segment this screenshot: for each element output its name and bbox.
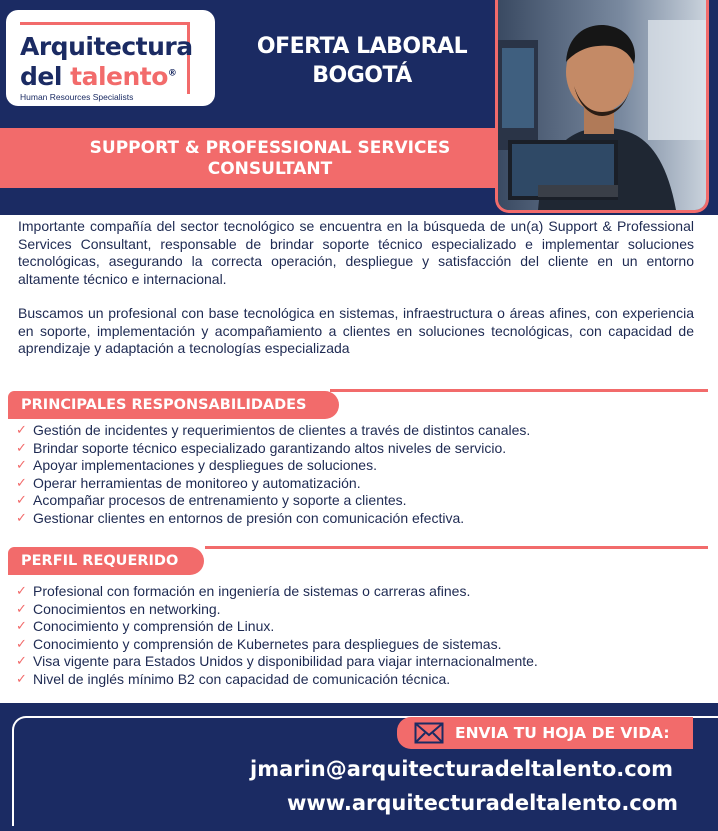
check-icon: ✓: [16, 423, 27, 438]
list-item-text: Profesional con formación en ingeniería de sistemas o carreras afines.: [33, 583, 471, 599]
list-item-text: Brindar soporte técnico especializado garantizando altos niveles de servicio.: [33, 439, 507, 456]
list-item: [16, 583, 696, 601]
offer-title-line1: OFERTA LABORAL: [256, 34, 468, 59]
list-item: [16, 618, 696, 636]
offer-title: [232, 32, 492, 90]
profile-heading: PERFIL REQUERIDO: [8, 547, 204, 575]
list-item-text: Operar herramientas de monitoreo y automatización.: [33, 474, 361, 491]
list-item-text: Conocimiento y comprensión de Kubernetes para despliegues de sistemas.: [33, 635, 502, 652]
consultant-photo: [495, 0, 709, 213]
check-icon: ✓: [16, 619, 27, 634]
list-item: [16, 457, 696, 475]
list-item-text: Visa vigente para Estados Unidos y disponibilidad para viajar internacionalmente.: [33, 653, 538, 669]
website-link[interactable]: www.arquitecturadeltalento.com: [287, 791, 679, 815]
consultant-illustration: [498, 0, 706, 210]
list-item-text: Nivel de inglés mínimo B2 con capacidad de comunicación técnica.: [33, 670, 451, 687]
logo-registered-mark: ®: [167, 68, 177, 79]
check-icon: ✓: [16, 601, 27, 617]
send-cv-label: ENVIA TU HOJA DE VIDA:: [455, 724, 670, 742]
logo-name-del: del: [20, 62, 71, 91]
responsibilities-heading: PRINCIPALES RESPONSABILIDADES: [8, 391, 339, 419]
contact-email-link[interactable]: jmarin@arquitecturadeltalento.com: [250, 757, 673, 781]
list-item-text: Gestionar clientes en entornos de presión con comunicación efectiva.: [33, 509, 465, 526]
intro-paragraph-2: Buscamos un profesional con base tecnológica en sistemas, infraestructura o áreas afines, con experiencia en soporte, implementación y acompañamiento a clientes en soluciones tecnológicas, con capacidad de aprendizaje y adaptación a tecnologías especializada: [18, 305, 694, 356]
check-icon: ✓: [16, 458, 27, 473]
list-item: [16, 440, 696, 458]
position-title-line1: SUPPORT & PROFESSIONAL SERVICES: [89, 138, 451, 158]
check-icon: ✓: [16, 510, 27, 526]
list-item-text: Acompañar procesos de entrenamiento y soporte a clientes.: [33, 492, 407, 508]
list-item: [16, 475, 696, 493]
list-item: [16, 510, 696, 528]
offer-title-line2: BOGOTÁ: [312, 63, 412, 88]
list-item: [16, 671, 696, 689]
list-item-text: Conocimientos en networking.: [33, 600, 221, 617]
list-item-text: Conocimiento y comprensión de Linux.: [33, 618, 275, 634]
check-icon: ✓: [16, 475, 27, 491]
intro-paragraph-1: Importante compañía del sector tecnológico se encuentra en la búsqueda de un(a) Support & Professional Services Consultant, responsable de brindar soporte técnico especializado e implementar soluciones tecnológicas, asegurando la correcta operación, despliegue y satisfacción del cliente en un entorno altamente técnico e internacional.: [18, 218, 694, 287]
check-icon: ✓: [16, 654, 27, 669]
logo-name-line1: Arquitectura: [20, 32, 193, 61]
envelope-icon: [414, 722, 444, 744]
logo-name-line2: [20, 62, 176, 91]
check-icon: ✓: [16, 671, 27, 687]
list-item: [16, 636, 696, 654]
check-icon: ✓: [16, 493, 27, 508]
brand-logo: [6, 10, 215, 106]
list-item: [16, 422, 696, 440]
position-title-line2: CONSULTANT: [207, 159, 333, 179]
list-item: [16, 492, 696, 510]
list-item: [16, 601, 696, 619]
responsibilities-list: [16, 422, 696, 527]
responsibilities-rule: [330, 389, 708, 392]
profile-rule: [205, 546, 708, 549]
list-item-text: Gestión de incidentes y requerimientos de clientes a través de distintos canales.: [33, 422, 531, 438]
logo-name-talento: talento: [70, 62, 168, 91]
profile-list: [16, 583, 696, 688]
position-title: [70, 138, 470, 180]
list-item-text: Apoyar implementaciones y despliegues de soluciones.: [33, 457, 377, 473]
check-icon: ✓: [16, 584, 27, 599]
check-icon: ✓: [16, 440, 27, 456]
logo-tagline: Human Resources Specialists: [20, 92, 134, 102]
intro-text: [18, 218, 694, 375]
list-item: [16, 653, 696, 671]
check-icon: ✓: [16, 636, 27, 652]
